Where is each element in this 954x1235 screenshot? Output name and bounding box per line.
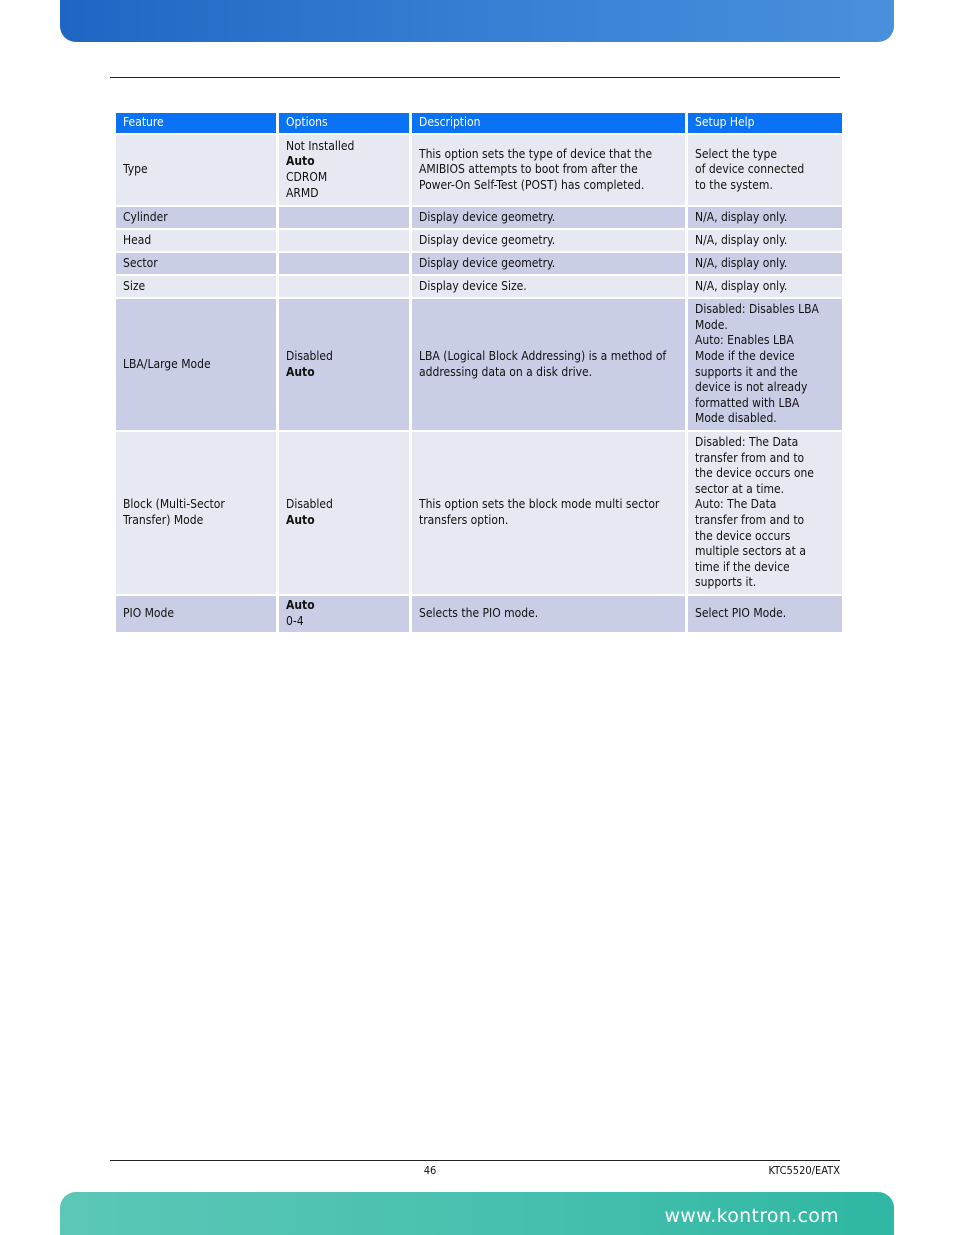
feature-cell: [116, 230, 276, 251]
feature-cell: [116, 207, 276, 228]
description-cell: [412, 432, 685, 594]
options-cell: [279, 276, 409, 297]
description-line: This option sets the block mode multi sector: [419, 497, 660, 512]
setup-help-line: Auto: The Data: [695, 497, 777, 512]
bottom-banner: [60, 1192, 894, 1235]
options-cell: [279, 432, 409, 594]
feature-cell: [116, 596, 276, 632]
feature-label: Size: [123, 278, 146, 293]
setup-help-cell: [688, 276, 842, 297]
setup-help-line: of device connected: [695, 162, 805, 177]
option-item: 0-4: [286, 614, 304, 628]
description-line: addressing data on a disk drive.: [419, 364, 593, 379]
description-line: Display device geometry.: [419, 232, 556, 247]
description-cell: [412, 207, 685, 228]
option-item: Disabled: [286, 348, 333, 363]
description-cell: [412, 596, 685, 632]
setup-help-line: formatted with LBA: [695, 395, 800, 410]
feature-cell: [116, 135, 276, 205]
setup-help-line: N/A, display only.: [695, 278, 788, 293]
setup-help-line: N/A, display only.: [695, 232, 788, 247]
setup-help-cell: [688, 432, 842, 594]
setup-help-line: the device occurs: [695, 528, 791, 543]
options-cell: [279, 253, 409, 274]
description-line: This option sets the type of device that the: [419, 146, 653, 161]
setup-help-line: Disabled: The Data: [695, 435, 799, 450]
setup-help-line: Mode.: [695, 317, 728, 332]
feature-label: PIO Mode: [123, 606, 175, 621]
table-row: [116, 230, 842, 251]
setup-help-cell: [688, 253, 842, 274]
setup-help-line: transfer from and to: [695, 450, 805, 465]
setup-help-cell: [688, 299, 842, 430]
feature-cell: [116, 432, 276, 594]
description-cell: [412, 230, 685, 251]
option-item: ARMD: [286, 185, 319, 200]
options-cell: [279, 135, 409, 205]
options-cell: [279, 596, 409, 632]
setup-help-line: supports it.: [695, 575, 757, 590]
description-line: Selects the PIO mode.: [419, 606, 539, 621]
setup-help-cell: [688, 596, 842, 632]
description-line: LBA (Logical Block Addressing) is a method of: [419, 348, 667, 363]
table-header-row: [116, 113, 842, 133]
feature-cell: [116, 253, 276, 274]
header-feature: Feature: [116, 113, 276, 133]
document-id: KTC5520/EATX: [768, 1164, 840, 1177]
option-default: Auto: [286, 154, 315, 169]
setup-help-line: multiple sectors at a: [695, 544, 806, 559]
table-row: [116, 299, 842, 430]
description-line: transfers option.: [419, 513, 509, 527]
setup-help-line: time if the device: [695, 559, 790, 574]
description-cell: [412, 253, 685, 274]
setup-help-line: Auto: Enables LBA: [695, 333, 794, 348]
header-rule: [110, 77, 840, 78]
description-line: AMIBIOS attempts to boot from after the: [419, 162, 638, 177]
setup-help-cell: [688, 135, 842, 205]
setup-help-line: Mode if the device: [695, 348, 795, 363]
setup-help-line: device is not already: [695, 380, 808, 395]
description-cell: [412, 299, 685, 430]
feature-label: Head: [123, 232, 152, 247]
option-default: Auto: [286, 513, 315, 527]
table-row: [116, 432, 842, 594]
description-line: Power-On Self-Test (POST) has completed.: [419, 177, 645, 192]
page-number: 46: [423, 1164, 437, 1177]
option-default: Auto: [286, 598, 315, 613]
setup-help-line: to the system.: [695, 177, 773, 192]
setup-help-line: N/A, display only.: [695, 209, 788, 224]
table-row: [116, 207, 842, 228]
setup-help-line: N/A, display only.: [695, 255, 788, 270]
feature-label: Block (Multi-Sector Transfer) Mode: [123, 497, 225, 527]
options-cell: [279, 207, 409, 228]
setup-help-cell: [688, 207, 842, 228]
setup-help-line: Disabled: Disables LBA: [695, 302, 819, 317]
option-item: Not Installed: [286, 138, 355, 153]
table-row: [116, 596, 842, 632]
website-link[interactable]: www.kontron.com: [664, 1205, 839, 1227]
option-item: CDROM: [286, 170, 328, 184]
table-row: [116, 135, 842, 205]
description-line: Display device geometry.: [419, 209, 556, 224]
feature-cell: [116, 276, 276, 297]
feature-label: Sector: [123, 255, 158, 270]
feature-label: LBA/Large Mode: [123, 356, 211, 371]
setup-help-line: transfer from and to: [695, 513, 805, 527]
description-line: Display device geometry.: [419, 255, 556, 270]
description-cell: [412, 276, 685, 297]
feature-label: Cylinder: [123, 209, 168, 224]
setup-help-line: the device occurs one: [695, 466, 814, 481]
option-default: Auto: [286, 364, 315, 379]
description-line: Display device Size.: [419, 278, 527, 293]
header-options: Options: [279, 113, 409, 133]
feature-label: Type: [123, 162, 148, 177]
setup-help-cell: [688, 230, 842, 251]
feature-cell: [116, 299, 276, 430]
table-body: [116, 135, 842, 632]
options-cell: [279, 299, 409, 430]
setup-help-line: supports it and the: [695, 364, 798, 379]
description-cell: [412, 135, 685, 205]
header-description: Description: [412, 113, 685, 133]
bios-settings-table: [113, 111, 845, 634]
setup-help-line: Select PIO Mode.: [695, 606, 787, 621]
setup-help-line: sector at a time.: [695, 481, 785, 496]
setup-help-line: Mode disabled.: [695, 411, 777, 426]
table-row: [116, 276, 842, 297]
header-setup-help: Setup Help: [688, 113, 842, 133]
option-item: Disabled: [286, 497, 333, 512]
options-cell: [279, 230, 409, 251]
table-row: [116, 253, 842, 274]
footer-rule: [110, 1160, 840, 1161]
top-banner: [60, 0, 894, 42]
setup-help-line: Select the type: [695, 146, 778, 161]
